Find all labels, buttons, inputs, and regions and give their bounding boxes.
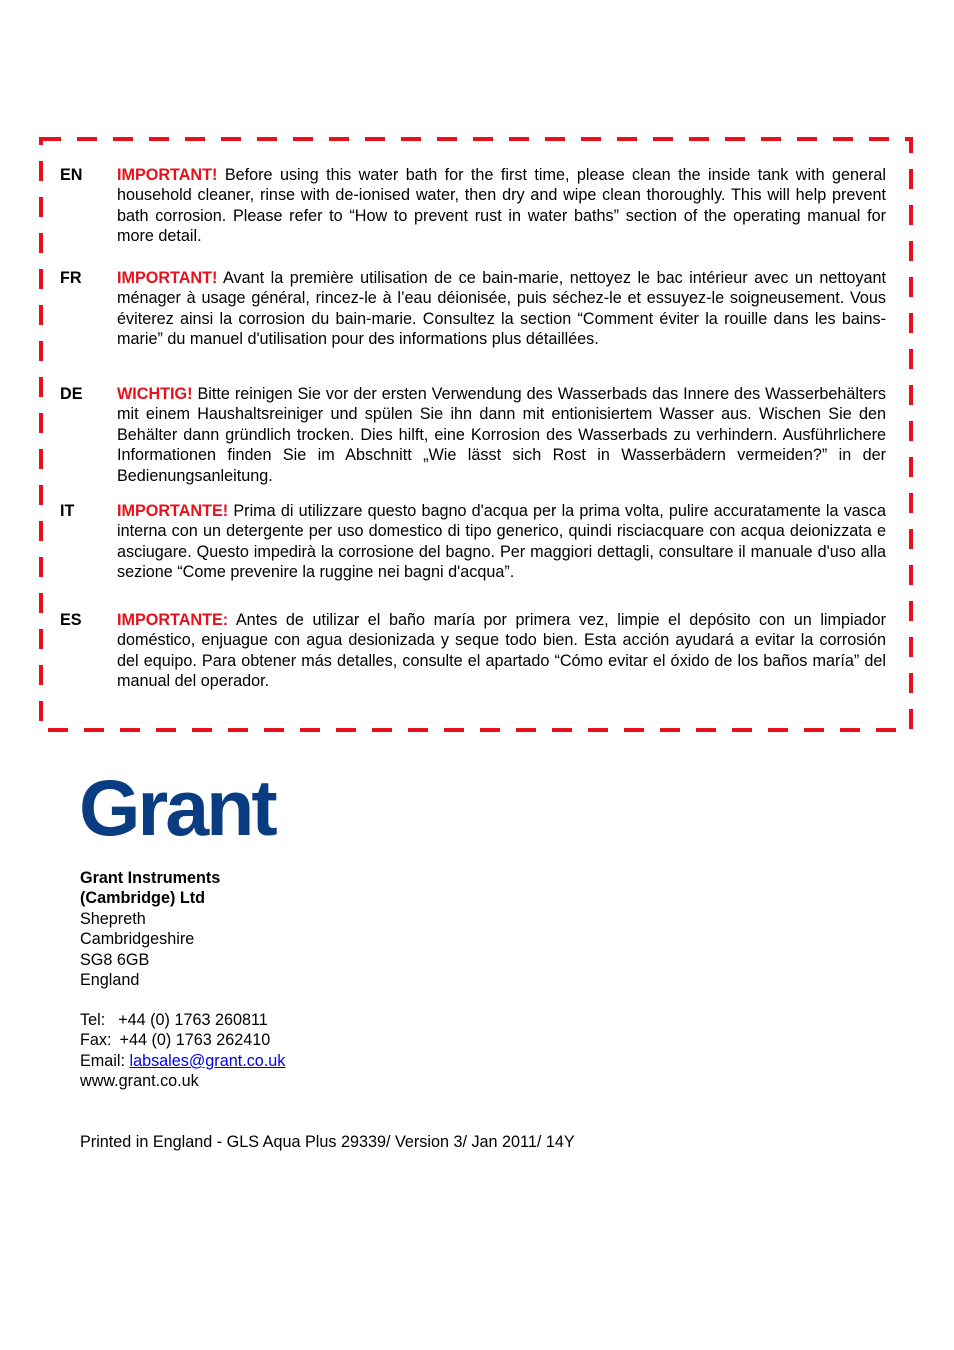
address-line: Shepreth — [80, 909, 146, 928]
language-code: IT — [60, 502, 75, 520]
notice-en — [60, 165, 886, 247]
notice-text: Avant la première utilisation de ce bain-marie, nettoyez le bac intérieur avec un nettoyant ménager à usage général, rincez-le à l’eau déionisée, puis séchez-le et essuyez-le soigneusement. Vous éviterez ainsi la corrosion du bain-marie. Consultez la section “Comment éviter la rouille dans les bains-marie” du manuel d'utilisation pour des informations plus détaillées. — [117, 269, 886, 349]
notice-keyword: IMPORTANTE! — [117, 502, 229, 520]
notice-keyword: IMPORTANT! — [117, 166, 218, 184]
notice-es — [60, 610, 886, 692]
notice-de — [60, 384, 886, 486]
notice-text: Antes de utilizar el baño maría por primera vez, limpie el depósito con un limpiador doméstico, enjuague con agua desionizada y seque todo bien. Esta acción ayudará a evitar la corrosión del equipo. Para obtener más detalles, consulte el apartado “Cómo evitar el óxido de los baños maría” del manual del operador. — [117, 611, 886, 691]
notice-keyword: IMPORTANT! — [117, 269, 218, 287]
fax-label: Fax: — [80, 1031, 112, 1050]
notice-body — [117, 501, 886, 583]
language-code: ES — [60, 611, 82, 629]
email-label: Email: — [80, 1051, 130, 1070]
company-name-line1: Grant Instruments — [80, 869, 221, 887]
notice-body — [117, 384, 886, 486]
address-line: England — [80, 971, 140, 990]
language-code: FR — [60, 269, 82, 287]
print-info: Printed in England - GLS Aqua Plus 29339/ Version 3/ Jan 2011/ 14Y — [80, 1133, 575, 1151]
notice-keyword: WICHTIG! — [117, 385, 193, 403]
contact-details — [80, 1010, 285, 1092]
fax-number: +44 (0) 1763 262410 — [119, 1031, 271, 1050]
tel-row — [80, 1010, 285, 1030]
notice-fr — [60, 268, 886, 350]
notice-it — [60, 501, 886, 583]
grant-logo: Grant — [79, 763, 275, 852]
notice-text: Bitte reinigen Sie vor der ersten Verwendung des Wasserbads das Innere des Wasserbehälters mit einem Haushaltsreiniger und spülen Sie ihn dann mit entionisiertem Wasser aus. Wischen Sie den Behälter dann gründlich trocken. Dies hilft, eine Korrosion des Wasserbads zu verhindern. Ausführlichere Informationen finden Sie im Abschnitt „Wie lässt sich Rost in Wasserbädern vermeiden?” in der Bedienungsanleitung. — [117, 385, 886, 485]
website-text: www.grant.co.uk — [80, 1072, 199, 1091]
company-address — [80, 868, 220, 990]
notice-text: Before using this water bath for the first time, please clean the inside tank with general household cleaner, rinse with de-ionised water, then dry and wipe clean thoroughly. This will help prevent bath corrosion. Please refer to “How to prevent rust in water baths” section of the operating manual for more detail. — [117, 166, 886, 246]
notice-body — [117, 165, 886, 247]
notice-keyword: IMPORTANTE: — [117, 611, 229, 629]
notice-body — [117, 610, 886, 692]
tel-number: +44 (0) 1763 260811 — [118, 1011, 268, 1029]
email-row — [80, 1051, 285, 1071]
company-name-line2: (Cambridge) Ltd — [80, 889, 205, 908]
tel-label: Tel: — [80, 1011, 106, 1029]
language-code: DE — [60, 385, 83, 403]
notice-body — [117, 268, 886, 350]
email-link[interactable]: labsales@grant.co.uk — [129, 1051, 286, 1070]
language-code: EN — [60, 166, 83, 184]
notice-text: Prima di utilizzare questo bagno d'acqua per la prima volta, pulire accuratamente la vasca interna con un detergente per uso domestico di tipo generico, quindi risciacquare con acqua deionizzata e asciugare. Questo impedirà la corrosione del bagno. Per maggiori dettagli, consultare il manuale d'uso alla sezione “Come prevenire la ruggine nei bagni d'acqua”. — [117, 502, 886, 582]
fax-row — [80, 1030, 285, 1050]
address-line: Cambridgeshire — [80, 930, 195, 949]
address-line: SG8 6GB — [80, 950, 150, 969]
